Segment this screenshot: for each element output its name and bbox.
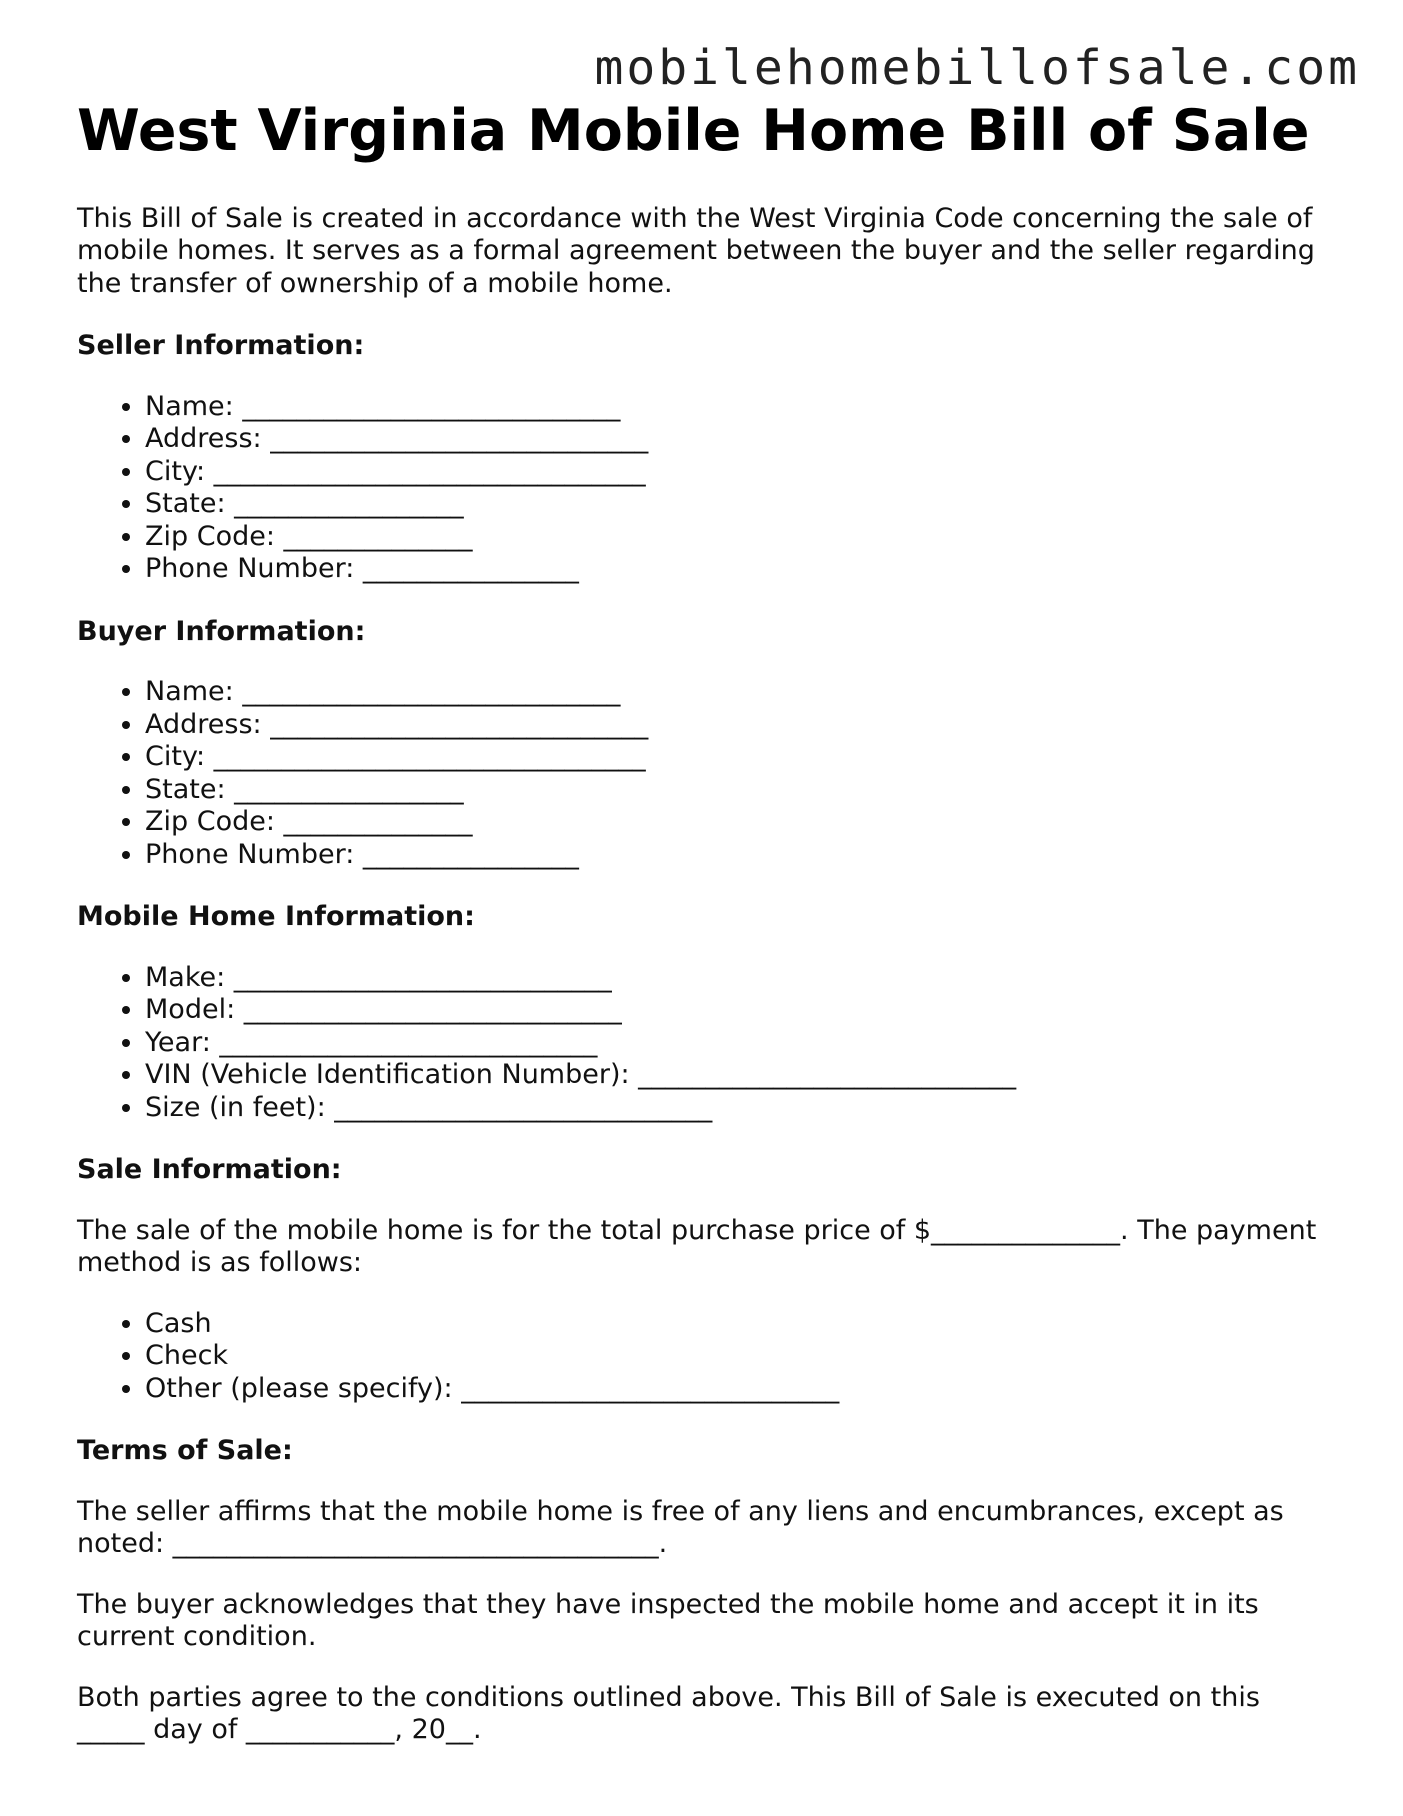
buyer-zip-field: • Zip Code: ______________: [145, 806, 1327, 839]
intro-paragraph: This Bill of Sale is created in accordance with the West Virginia Code concerning the sale of mobile homes. It serves as a formal agreement between the buyer and the seller regarding the transfer of ownership of a mobile home.: [77, 202, 1315, 299]
seller-address-field: • Address: ____________________________: [145, 423, 1327, 456]
buyer-heading: Buyer Information:: [77, 615, 366, 647]
buyer-address-field: • Address: ____________________________: [145, 709, 1327, 742]
buyer-phone-field: • Phone Number: ________________: [145, 839, 1327, 872]
terms-heading: Terms of Sale:: [77, 1435, 293, 1467]
buyer-state-field: • State: _________________: [145, 774, 1327, 807]
site-watermark: mobilehomebillofsale.com: [594, 40, 1360, 96]
seller-name-field: • Name: ____________________________: [145, 391, 1327, 424]
buyer-city-field: • City: ________________________________: [145, 741, 1327, 774]
sale-heading: Sale Information:: [77, 1154, 342, 1186]
document-title: West Virginia Mobile Home Bill of Sale: [77, 98, 1310, 164]
payment-method-check: • Check: [145, 1340, 1327, 1373]
home-year-field: • Year: ____________________________: [145, 1027, 1327, 1060]
seller-heading: Seller Information:: [77, 330, 365, 362]
home-heading: Mobile Home Information:: [77, 901, 475, 933]
seller-field-list: [77, 391, 1327, 586]
seller-phone-field: • Phone Number: ________________: [145, 553, 1327, 586]
terms-liens-paragraph: The seller affirms that the mobile home is free of any liens and encumbrances, except as noted: ____________________________________.: [77, 1495, 1284, 1560]
payment-method-cash: • Cash: [145, 1308, 1327, 1341]
document-page: [77, 100, 1327, 1747]
terms-inspection-paragraph: The buyer acknowledges that they have inspected the mobile home and accept it in its current condition.: [77, 1588, 1259, 1653]
buyer-field-list: [77, 676, 1327, 871]
seller-zip-field: • Zip Code: ______________: [145, 521, 1327, 554]
home-vin-field: • VIN (Vehicle Identification Number): ____________________________: [145, 1059, 1327, 1092]
seller-city-field: • City: ________________________________: [145, 456, 1327, 489]
terms-execution-paragraph: Both parties agree to the conditions outlined above. This Bill of Sale is executed on this _____ day of ___________, 20__.: [77, 1681, 1260, 1746]
payment-method-other: • Other (please specify): ____________________________: [145, 1373, 1327, 1406]
sale-price-paragraph: The sale of the mobile home is for the total purchase price of $______________. The payment method is as follows:: [77, 1214, 1317, 1279]
seller-state-field: • State: _________________: [145, 488, 1327, 521]
home-model-field: • Model: ____________________________: [145, 994, 1327, 1027]
home-field-list: [77, 962, 1327, 1125]
buyer-name-field: • Name: ____________________________: [145, 676, 1327, 709]
home-size-field: • Size (in feet): ____________________________: [145, 1092, 1327, 1125]
home-make-field: • Make: ____________________________: [145, 962, 1327, 995]
payment-method-list: [77, 1308, 1327, 1406]
